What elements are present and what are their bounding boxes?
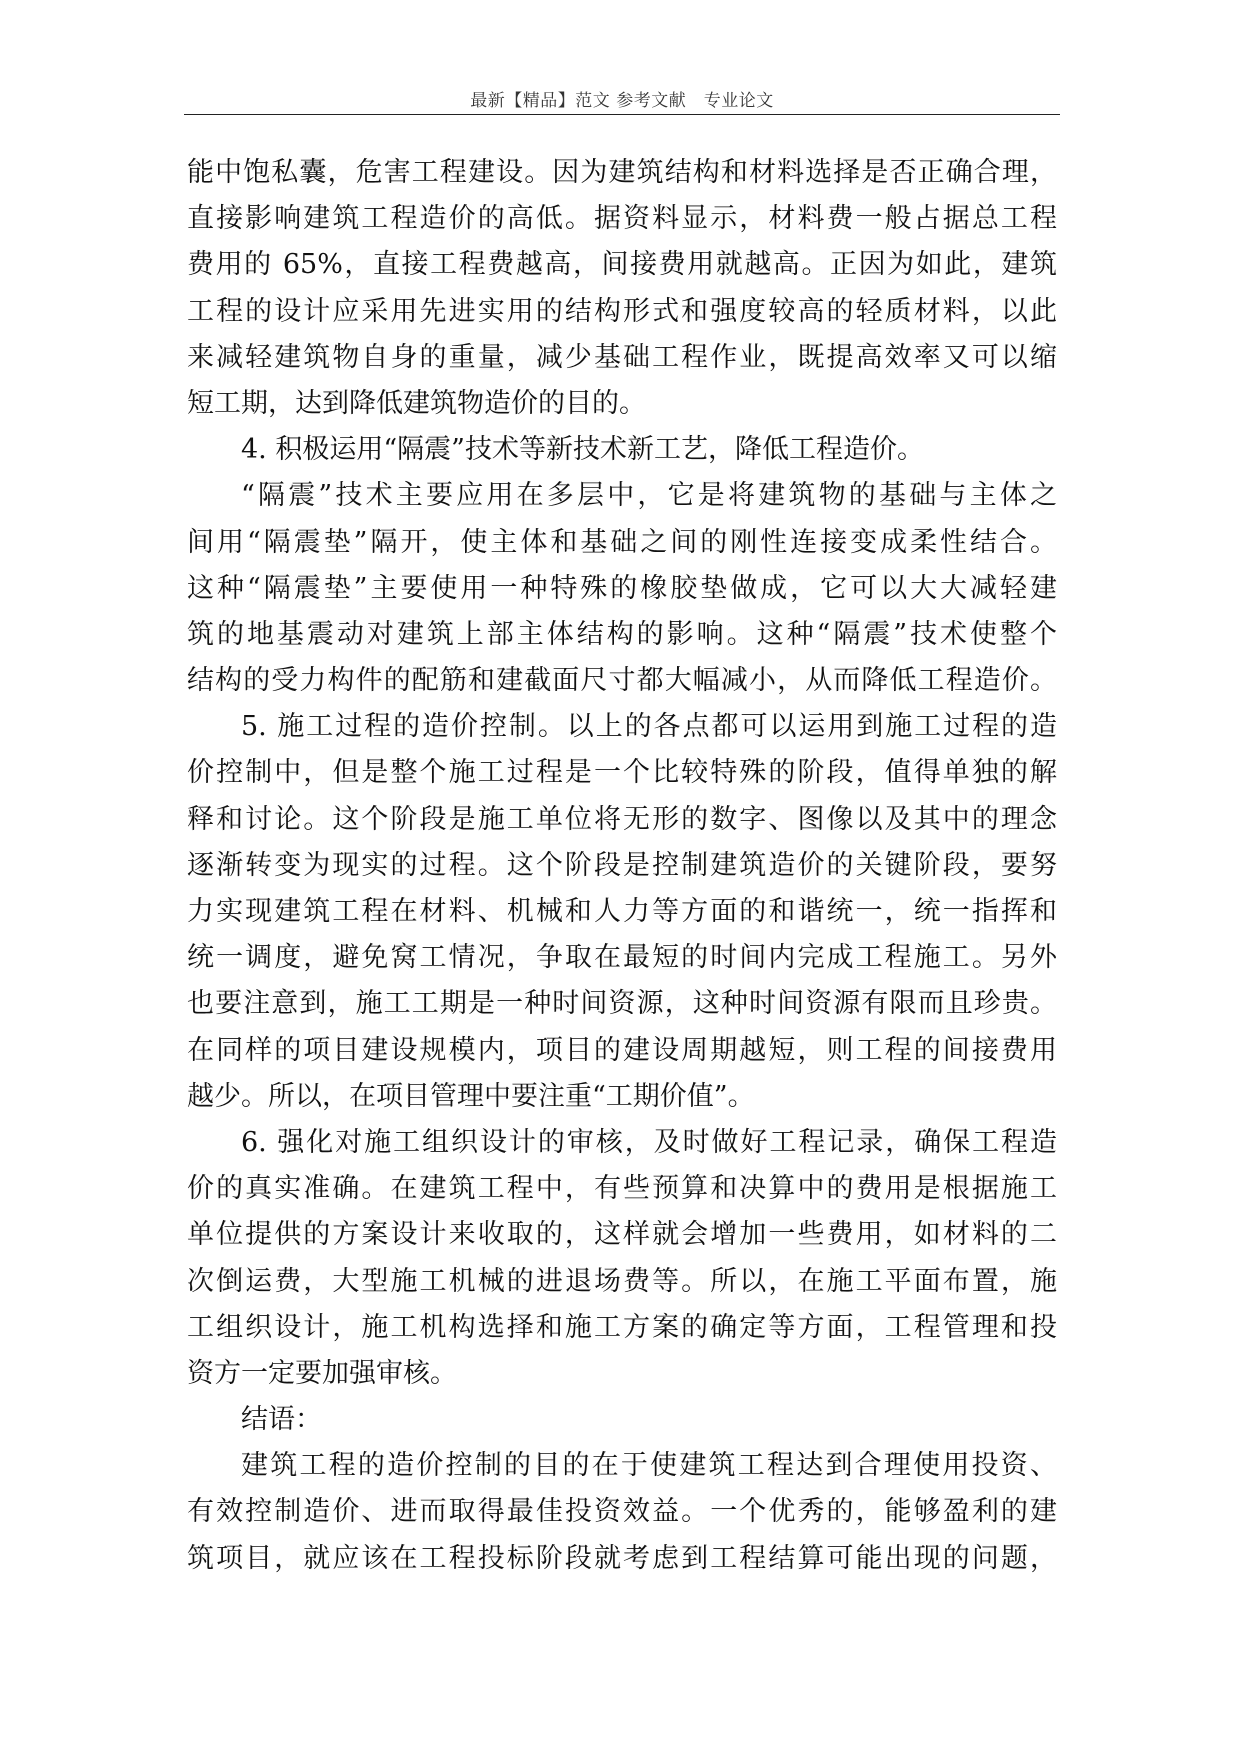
text-line: 5. 施工过程的造价控制。以上的各点都可以运用到施工过程的造 xyxy=(241,711,1057,743)
text-line: 价的真实准确。在建筑工程中，有些预算和决算中的费用是根据施工 xyxy=(187,1173,1057,1205)
header-rule xyxy=(184,114,1060,115)
text-line: 有效控制造价、进而取得最佳投资效益。一个优秀的，能够盈利的建 xyxy=(187,1496,1057,1528)
text-line: 间用“隔震垫”隔开，使主体和基础之间的刚性连接变成柔性结合。 xyxy=(187,526,1057,558)
text-line: 能中饱私囊，危害工程建设。因为建筑结构和材料选择是否正确合理， xyxy=(187,157,1057,188)
text-line: 也要注意到，施工工期是一种时间资源，这种时间资源有限而且珍贵。 xyxy=(187,988,1057,1020)
text-line: 次倒运费，大型施工机械的进退场费等。所以，在施工平面布置，施 xyxy=(187,1265,1057,1297)
text-line: 筑项目，就应该在工程投标阶段就考虑到工程结算可能出现的问题， xyxy=(187,1542,1057,1574)
text-line: 资方一定要加强审核。 xyxy=(187,1357,457,1389)
text-line: 单位提供的方案设计来收取的，这样就会增加一些费用，如材料的二 xyxy=(187,1219,1057,1251)
text-line: 这种“隔震垫”主要使用一种特殊的橡胶垫做成，它可以大大减轻建 xyxy=(187,572,1057,604)
section-heading: 4. 积极运用“隔震”技术等新技术新工艺，降低工程造价。 xyxy=(241,434,924,466)
text-line: 工程的设计应采用先进实用的结构形式和强度较高的轻质材料，以此 xyxy=(187,295,1057,327)
text-line: 统一调度，避免窝工情况，争取在最短的时间内完成工程施工。另外 xyxy=(187,942,1057,974)
text-line: “隔震”技术主要应用在多层中，它是将建筑物的基础与主体之 xyxy=(241,480,1057,512)
body-text xyxy=(187,150,1057,1582)
text-line: 6. 强化对施工组织设计的审核，及时做好工程记录，确保工程造 xyxy=(241,1126,1057,1158)
text-line: 费用的 65%，直接工程费越高，间接费用就越高。正因为如此，建筑 xyxy=(187,249,1057,281)
section-heading: 结语： xyxy=(241,1404,322,1436)
text-line: 价控制中，但是整个施工过程是一个比较特殊的阶段，值得单独的解 xyxy=(187,757,1057,789)
text-line: 直接影响建筑工程造价的高低。据资料显示，材料费一般占据总工程 xyxy=(187,203,1057,235)
text-line: 结构的受力构件的配筋和建截面尺寸都大幅减小，从而降低工程造价。 xyxy=(187,665,1057,697)
text-line: 短工期，达到降低建筑物造价的目的。 xyxy=(187,387,646,419)
text-line: 逐渐转变为现实的过程。这个阶段是控制建筑造价的关键阶段，要努 xyxy=(187,849,1057,881)
running-header: 最新【精品】范文 参考文献 专业论文 xyxy=(470,91,774,111)
text-line: 来减轻建筑物自身的重量，减少基础工程作业，既提高效率又可以缩 xyxy=(187,341,1057,373)
text-line: 工组织设计，施工机构选择和施工方案的确定等方面，工程管理和投 xyxy=(187,1311,1057,1343)
text-line: 建筑工程的造价控制的目的在于使建筑工程达到合理使用投资、 xyxy=(241,1450,1057,1482)
text-line: 筑的地基震动对建筑上部主体结构的影响。这种“隔震”技术使整个 xyxy=(187,618,1057,650)
text-line: 在同样的项目建设规模内，项目的建设周期越短，则工程的间接费用 xyxy=(187,1034,1057,1066)
text-line: 力实现建筑工程在材料、机械和人力等方面的和谐统一，统一指挥和 xyxy=(187,896,1057,927)
text-line: 释和讨论。这个阶段是施工单位将无形的数字、图像以及其中的理念 xyxy=(187,803,1057,835)
text-line: 越少。所以，在项目管理中要注重“工期价值”。 xyxy=(187,1080,755,1112)
